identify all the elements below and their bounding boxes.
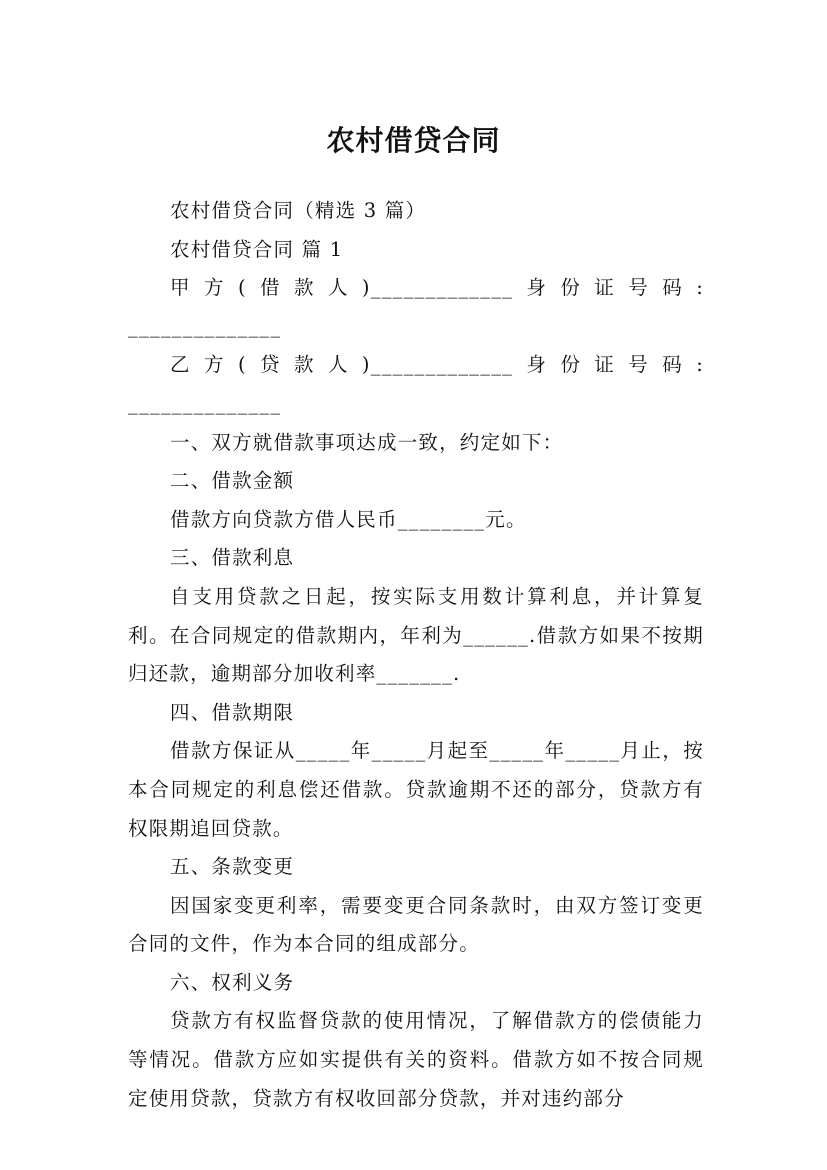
paragraph-rights: 贷款方有权监督贷款的使用情况，了解借款方的偿债能力等情况。借款方应如实提供有关的资料。借款方如不按合同规定使用贷款，贷款方有权收回部分贷款，并对违约部分 [128, 1009, 704, 1110]
paragraph-term: 借款方保证从_____年_____月起至_____年_____月止，按本合同规定的利息偿还借款。贷款逾期不还的部分，贷款方有权限期追回贷款。 [128, 739, 704, 840]
paragraph-heading-changes: 五、条款变更 [170, 855, 295, 879]
paragraph-section-label: 农村借贷合同 篇 1 [170, 237, 344, 261]
paragraph-changes: 因国家变更利率，需要变更合同条款时，由双方签订变更合同的文件，作为本合同的组成部分。 [128, 893, 704, 956]
paragraph-heading-rights: 六、权利义务 [170, 970, 295, 994]
document-title: 农村借贷合同 [326, 123, 501, 157]
paragraph-heading-interest: 三、借款利息 [170, 546, 295, 570]
paragraph-heading-amount: 二、借款金额 [170, 469, 295, 493]
paragraph-party-a: 甲方(借款人)_____________身份证号码: ______________ [128, 276, 704, 338]
document-body [128, 192, 704, 1118]
paragraph-interest: 自支用贷款之日起，按实际支用数计算利息，并计算复利。在合同规定的借款期内，年利为______.借款方如果不按期归还款，逾期部分加收利率_______. [128, 584, 704, 686]
paragraph-party-b: 乙方(贷款人)_____________身份证号码: ______________ [128, 353, 704, 415]
paragraph-amount: 借款方向贷款方借人民币________元。 [170, 507, 527, 531]
paragraph-heading-term: 四、借款期限 [170, 700, 295, 724]
paragraph-subtitle: 农村借贷合同（精选 3 篇） [170, 199, 427, 222]
paragraph-clause-1: 一、双方就借款事项达成一致，约定如下： [170, 430, 564, 454]
